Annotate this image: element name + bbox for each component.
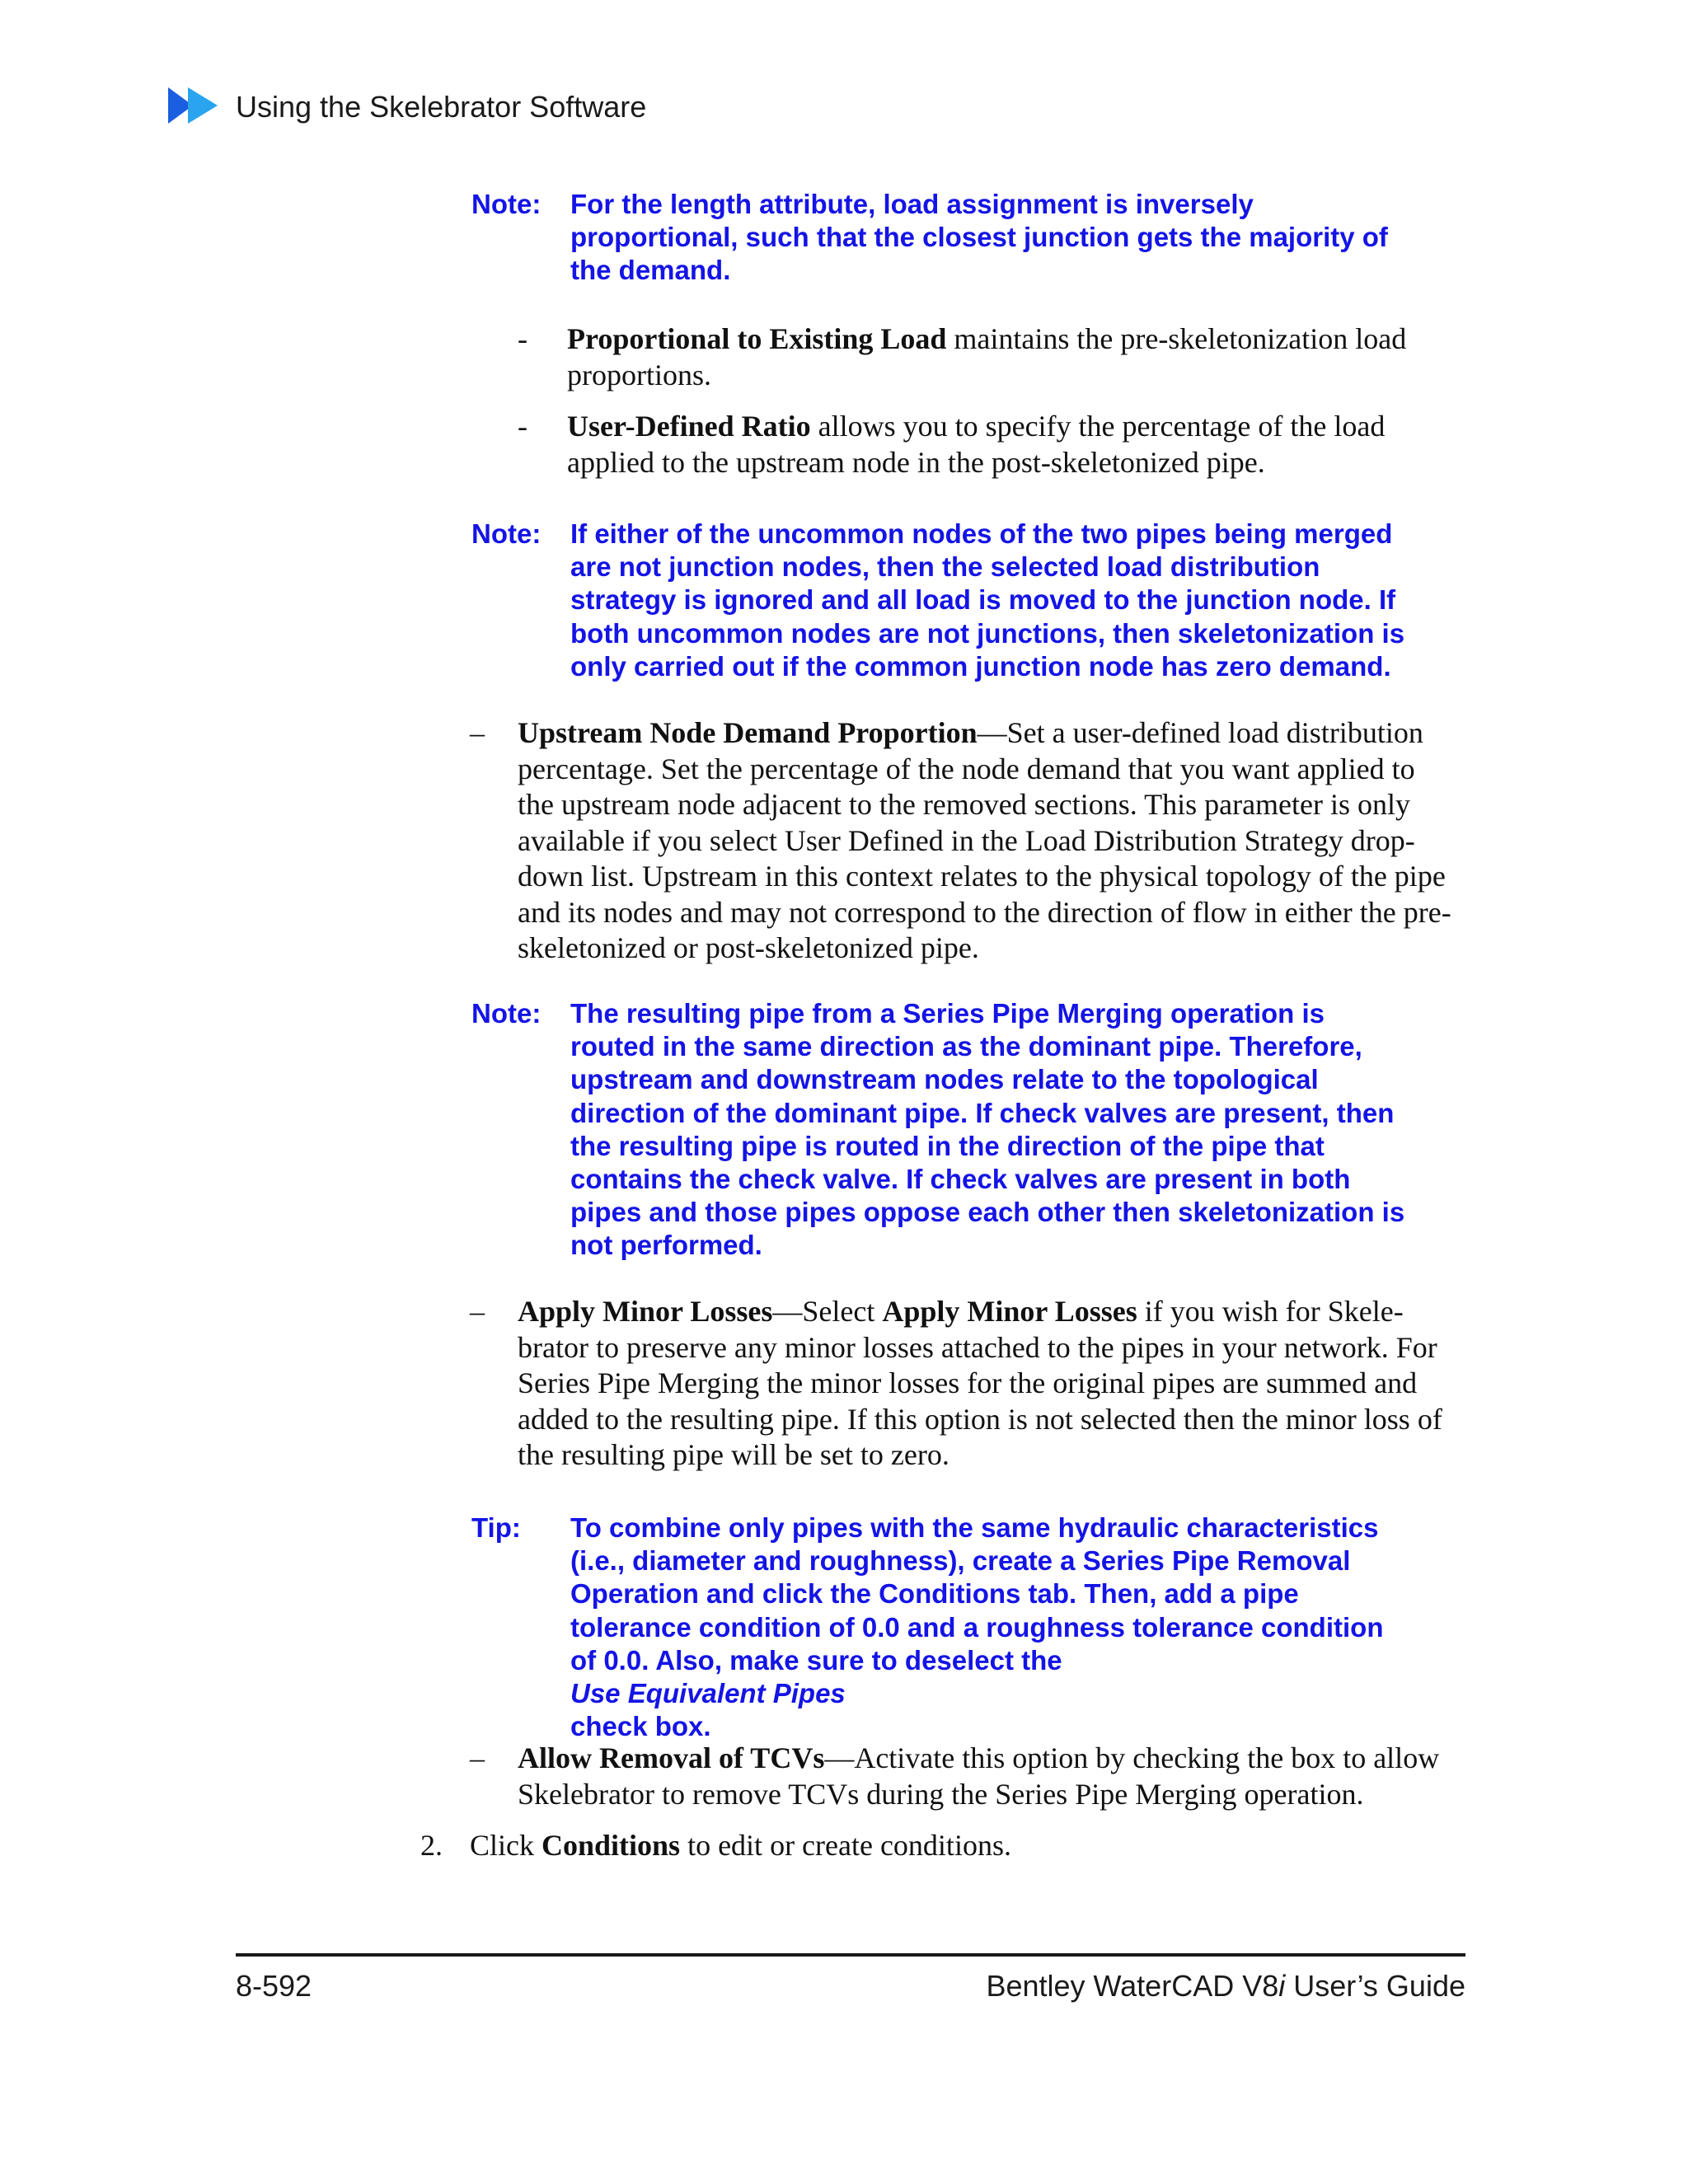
note-line: are not junction nodes, then the selected load distribution [570, 551, 1320, 583]
tip-label: Tip: [471, 1512, 521, 1543]
book-title: Bentley WaterCAD V8i User’s Guide [986, 1969, 1465, 2003]
note-line: proportional, such that the closest junction gets the majority of [570, 222, 1388, 253]
note-line: direction of the dominant pipe. If check valves are present, then [570, 1097, 1395, 1128]
note-line: not performed. [570, 1230, 762, 1261]
manual-page: Using the Skelebrator Software Note: For the length attribute, load assignment is inversely proportional, such that the closest junction gets the majority of the demand. - Proportional to Existing Load maintains the pre-skeletonization load proportions. - User-Defined Ratio allows you to specify the percentage of the load applied to the upstream node in the post-skeletonized pipe. Note: If either of the uncommon nodes of the two pipes being merged are not junction nodes, then the selected load distribution strategy is ignored and all load is moved to the junction node. If both uncommon nodes are not junctions, then skeletonization is only carried out if the common junction node has zero demand. – Upstream Node Demand Proportion—Set a user-defined load distribution percentage. Set the percentage of the node demand that you want applied to the upstream node adjacent to the removed sections. This parameter is only available if you select User Defined in the Load Distribution Strategy drop- down list. Upstream in this context relates to the physical topology of the pipe and its nodes and may not correspond to the direction of flow in either the pre- skeletonized or post-skeletonized pipe. Note: The resulting pipe from a Series Pipe Merging operation is routed in the same direction as the dominant pipe. Therefore, upstream and downstream nodes relate to the topological direction of the dominant pipe. If check valves are present, then the resulting pipe is routed in the direction of the pipe that contains the check valve. If check valves are present in both pipes and those pipes oppose each other then skeletonization is not performed. – Apply Minor Losses—Select Apply Minor Losses if you wish for Skele- brator to preserve any minor losses attached to the pipes in your network. For Series Pipe Merging the minor losses for the original pipes are summed and added to the resulting pipe. If this option is not selected then the minor loss of the resulting pipe will be set to zero. Tip: To combine only pipes with the same hydraulic characteristics (i.e., diameter and roughness), create a Series Pipe Removal Operation and click the Conditions tab. Then, add a pipe tolerance condition of 0.0 and a roughness tolerance condition of 0.0. Also, make sure to deselect the Use Equivalent Pipes check box. – Allow Removal of TCVs—Activate this option by checking the box to allow Skelebrator to remove TCVs during the Series Pipe Merging operation. 2. Click Conditions to edit or create conditions. 8-592 Bentley WaterCAD V8i User’s Guide [0, 0, 1688, 2184]
list-marker: – [470, 1741, 485, 1774]
note-line: strategy is ignored and all load is moved to the junction node. If [570, 584, 1396, 616]
page-number: 8-592 [236, 1969, 312, 2003]
term: Allow Removal of TCVs [518, 1741, 825, 1774]
tip-line: of 0.0. Also, make sure to deselect the Use Equivalent Pipes [570, 1644, 1062, 1709]
double-chevron-right-icon [168, 87, 221, 124]
note-label: Note: [471, 189, 542, 219]
term: Apply Minor Losses [882, 1295, 1137, 1328]
footer-rule [236, 1953, 1465, 1957]
term: Proportional to Existing Load [567, 322, 947, 355]
term: User-Defined Ratio [567, 410, 811, 443]
tip-line: To combine only pipes with the same hydraulic characteristics [570, 1512, 1379, 1543]
note-line: pipes and those pipes oppose each other then skeletonization is [570, 1197, 1405, 1228]
tip-line: tolerance condition of 0.0 and a roughness tolerance condition [570, 1611, 1384, 1643]
note-label: Note: [471, 998, 542, 1029]
note-line: the resulting pipe is routed in the direction of the pipe that [570, 1130, 1325, 1161]
term: Conditions [542, 1829, 681, 1862]
running-header: Using the Skelebrator Software [236, 90, 647, 124]
note-label: Note: [471, 518, 542, 549]
note-line: The resulting pipe from a Series Pipe Merging operation is [570, 998, 1325, 1029]
term: Apply Minor Losses [518, 1295, 773, 1328]
step-number: 2. [420, 1829, 443, 1862]
tip-line: (i.e., diameter and roughness), create a Series Pipe Removal [570, 1545, 1351, 1577]
emphasis: Use Equivalent Pipes [570, 1678, 846, 1709]
term: Upstream Node Demand Proportion [518, 716, 978, 749]
note-line: the demand. [570, 255, 731, 286]
note-line: only carried out if the common junction node has zero demand. [570, 650, 1391, 682]
tip-line: check box. [570, 1711, 711, 1742]
note-line: both uncommon nodes are not junctions, then skeletonization is [570, 617, 1405, 649]
note-line: contains the check valve. If check valves are present in both [570, 1164, 1351, 1195]
list-marker: – [470, 716, 485, 749]
tip-line: Operation and click the Conditions tab. Then, add a pipe [570, 1578, 1299, 1610]
list-marker: - [518, 322, 528, 355]
list-marker: - [518, 410, 528, 443]
note-line: For the length attribute, load assignment is inversely [570, 189, 1254, 219]
note-line: routed in the same direction as the dominant pipe. Therefore, [570, 1031, 1362, 1062]
note-line: If either of the uncommon nodes of the two pipes being merged [570, 518, 1393, 549]
list-marker: – [470, 1295, 485, 1328]
note-line: upstream and downstream nodes relate to the topological [570, 1064, 1319, 1095]
